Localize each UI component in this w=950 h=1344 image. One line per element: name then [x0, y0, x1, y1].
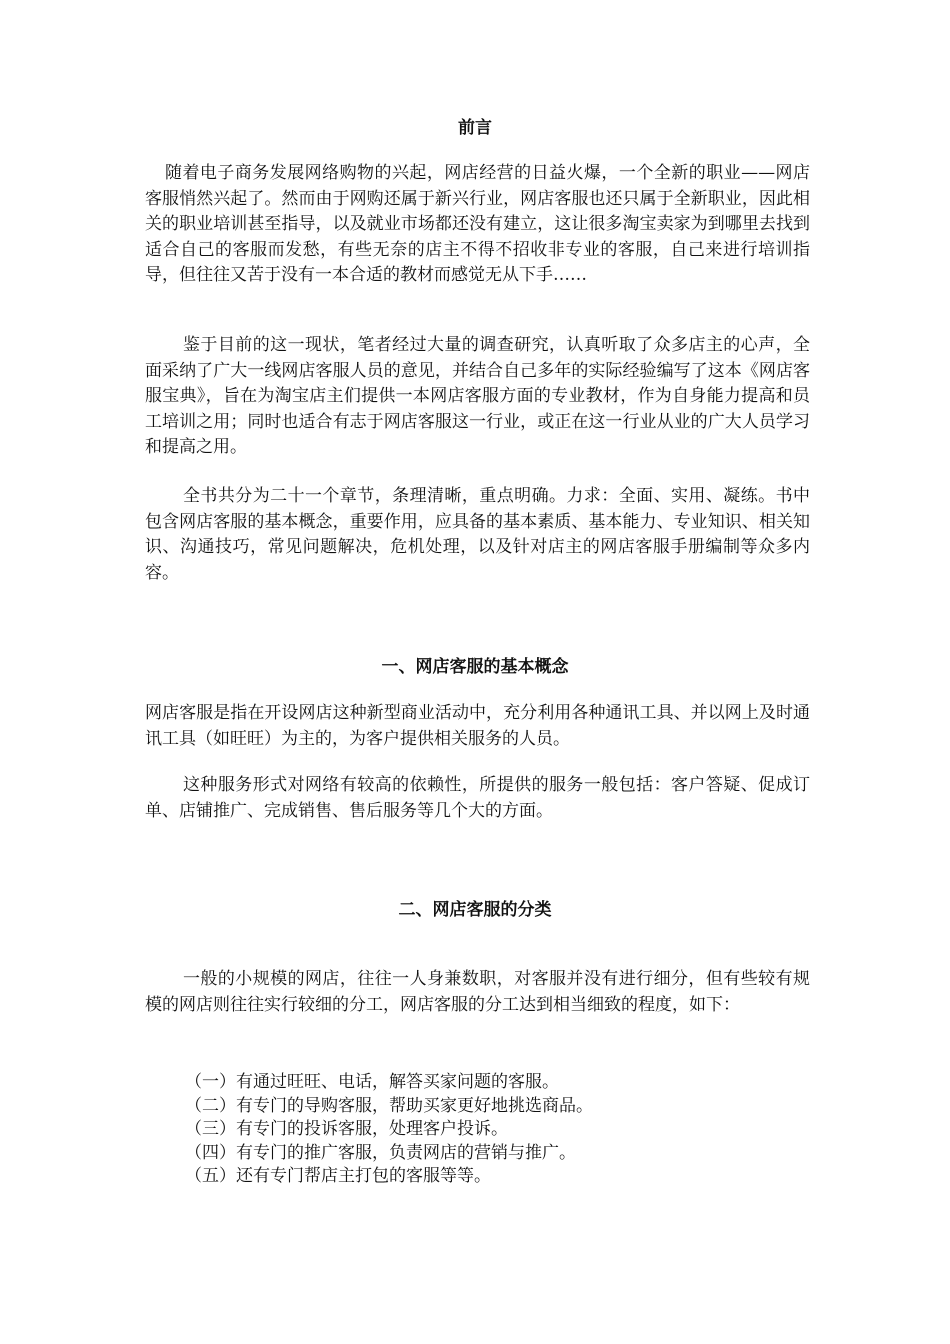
list-item: （五）还有专门帮店主打包的客服等等。: [185, 1166, 491, 1187]
list-item: （一）有通过旺旺、电话，解答买家问题的客服。: [185, 1072, 559, 1092]
list-item: （三）有专门的投诉客服，处理客户投诉。: [185, 1119, 508, 1140]
preface-paragraph-1: 随着电子商务发展网络购物的兴起，网店经营的日益火爆，一个全新的职业——网店客服悄然兴起了。然而由于网购还属于新兴行业，网店客服也还只属于全新职业，因此相关的职业培训甚至指导，以及就业市场都还没有建立，这让很多淘宝卖家为到哪里去找到适合自己的客服而发愁，有些无奈的店主不得不招收非专业的客服，自己来进行培训指导，但往往又苦于没有一本合适的教材而感觉无从下手……: [145, 163, 810, 286]
section-1-paragraph-1: 网店客服是指在开设网店这种新型商业活动中，充分利用各种通讯工具、并以网上及时通讯工具（如旺旺）为主的，为客户提供相关服务的人员。: [145, 703, 810, 749]
list-item: （四）有专门的推广客服，负责网店的营销与推广。: [185, 1142, 576, 1163]
section-2-title: 二、网店客服的分类: [398, 900, 552, 920]
classification-list: [185, 1071, 805, 1189]
preface-title: 前言: [458, 118, 492, 138]
section-2-paragraph-1: 一般的小规模的网店，往往一人身兼数职，对客服并没有进行细分，但有些较有规模的网店则往往实行较细的分工，网店客服的分工达到相当细致的程度，如下：: [145, 969, 810, 1015]
preface-paragraph-2: 鉴于目前的这一现状，笔者经过大量的调查研究，认真听取了众多店主的心声，全面采纳了广大一线网店客服人员的意见，并结合自己多年的实际经验编写了这本《网店客服宝典》，旨在为淘宝店主们提供一本网店客服方面的专业教材，作为自身能力提高和员工培训之用；同时也适合有志于网店客服这一行业，或正在这一行业从业的广大人员学习和提高之用。: [145, 335, 810, 458]
list-item: （二）有专门的导购客服，帮助买家更好地挑选商品。: [185, 1095, 593, 1116]
preface-paragraph-3: 全书共分为二十一个章节，条理清晰，重点明确。力求：全面、实用、凝练。书中包含网店客服的基本概念，重要作用，应具备的基本素质、基本能力、专业知识、相关知识、沟通技巧，常见问题解决，危机处理，以及针对店主的网店客服手册编制等众多内容。: [145, 486, 810, 583]
section-1-title: 一、网店客服的基本概念: [381, 657, 569, 677]
section-1-paragraph-2: 这种服务形式对网络有较高的依赖性，所提供的服务一般包括：客户答疑、促成订单、店铺推广、完成销售、售后服务等几个大的方面。: [145, 775, 810, 821]
